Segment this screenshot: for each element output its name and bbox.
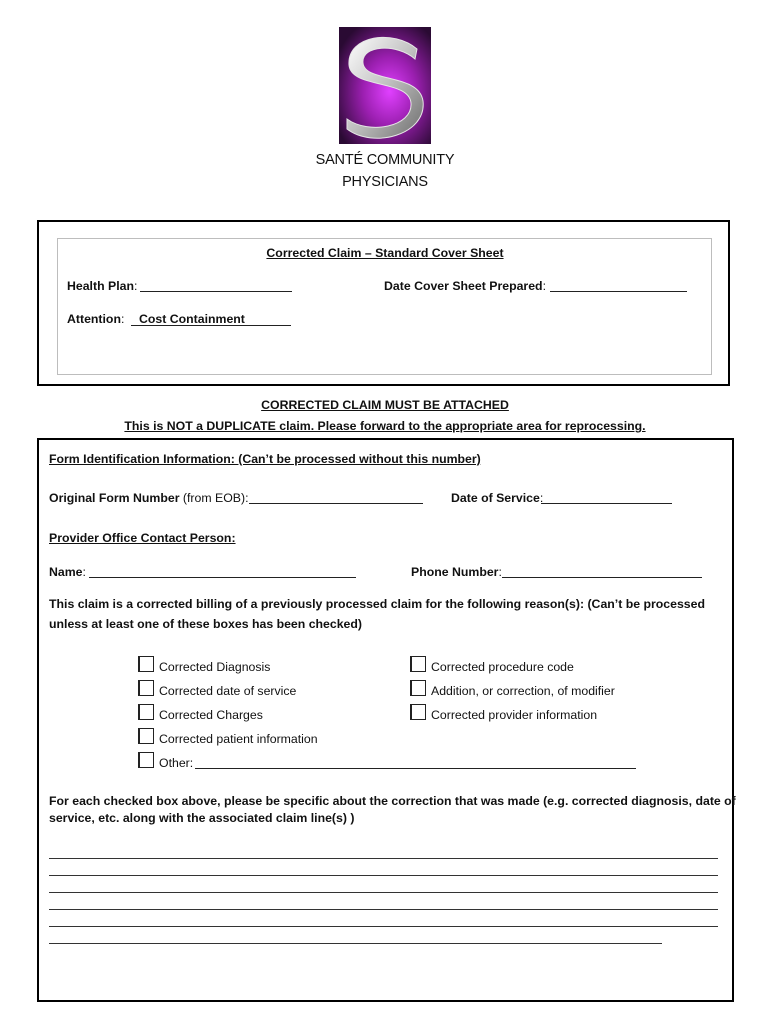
date-prepared-label: Date Cover Sheet Prepared:: [384, 279, 546, 293]
phone-label: Phone Number:: [411, 565, 502, 579]
org-name-line1: SANTÉ COMMUNITY: [315, 152, 455, 168]
other-field[interactable]: [195, 768, 636, 769]
health-plan-field[interactable]: [140, 291, 292, 292]
phone-field[interactable]: [502, 577, 702, 578]
correction-line[interactable]: [49, 943, 662, 944]
specific-line1: For each checked box above, please be specific about the correction that was made (e.g. corrected diagnosis, date of: [49, 794, 736, 808]
form-box: [37, 438, 734, 1002]
date-prepared-field[interactable]: [550, 291, 687, 292]
checkbox-corrected-diagnosis[interactable]: [138, 656, 154, 672]
checkbox-label-corrected-provider-information: Corrected provider information: [431, 708, 598, 722]
original-form-label: Original Form Number (from EOB):: [49, 491, 249, 505]
correction-line[interactable]: [49, 875, 718, 876]
org-name-line2: PHYSICIANS: [342, 174, 428, 190]
name-field[interactable]: [89, 577, 356, 578]
reason-line2: unless at least one of these boxes has been checked): [49, 617, 363, 631]
attention-label: Attention:: [67, 312, 125, 326]
correction-line[interactable]: [49, 892, 718, 893]
contact-title: Provider Office Contact Person:: [49, 531, 236, 545]
original-form-field[interactable]: [249, 503, 423, 504]
correction-line[interactable]: [49, 858, 718, 859]
checkbox-modifier[interactable]: [410, 680, 426, 696]
form-section-title: Form Identification Information: (Can’t be processed without this number): [49, 452, 481, 466]
sante-logo: [339, 27, 431, 144]
checkbox-corrected-patient-information[interactable]: [138, 728, 154, 744]
notice-line2: This is NOT a DUPLICATE claim. Please forward to the appropriate area for reprocessing.: [124, 419, 646, 433]
notice-line1: CORRECTED CLAIM MUST BE ATTACHED: [261, 398, 509, 412]
reason-line1: This claim is a corrected billing of a previously processed claim for the following reason(s): (Can’t be processed: [49, 597, 705, 611]
health-plan-label: Health Plan:: [67, 279, 138, 293]
checkbox-label-other: Other:: [159, 756, 194, 770]
cover-title: Corrected Claim – Standard Cover Sheet: [266, 246, 504, 260]
correction-line[interactable]: [49, 909, 718, 910]
date-of-service-field[interactable]: [541, 503, 672, 504]
name-label: Name:: [49, 565, 86, 579]
checkbox-label-corrected-patient-information: Corrected patient information: [159, 732, 318, 746]
checkbox-label-corrected-charges: Corrected Charges: [159, 708, 263, 722]
checkbox-corrected-procedure-code[interactable]: [410, 656, 426, 672]
checkbox-label-modifier: Addition, or correction, of modifier: [431, 684, 615, 698]
attention-value: Cost Containment: [139, 312, 245, 326]
checkbox-corrected-date-of-service[interactable]: [138, 680, 154, 696]
checkbox-other[interactable]: [138, 752, 154, 768]
checkbox-corrected-charges[interactable]: [138, 704, 154, 720]
date-of-service-label: Date of Service:: [451, 491, 544, 505]
checkbox-corrected-provider-information[interactable]: [410, 704, 426, 720]
correction-line[interactable]: [49, 926, 718, 927]
specific-line2: service, etc. along with the associated claim line(s) ): [49, 811, 355, 825]
checkbox-label-corrected-diagnosis: Corrected Diagnosis: [159, 660, 271, 674]
checkbox-label-corrected-date-of-service: Corrected date of service: [159, 684, 297, 698]
checkbox-label-corrected-procedure-code: Corrected procedure code: [431, 660, 574, 674]
